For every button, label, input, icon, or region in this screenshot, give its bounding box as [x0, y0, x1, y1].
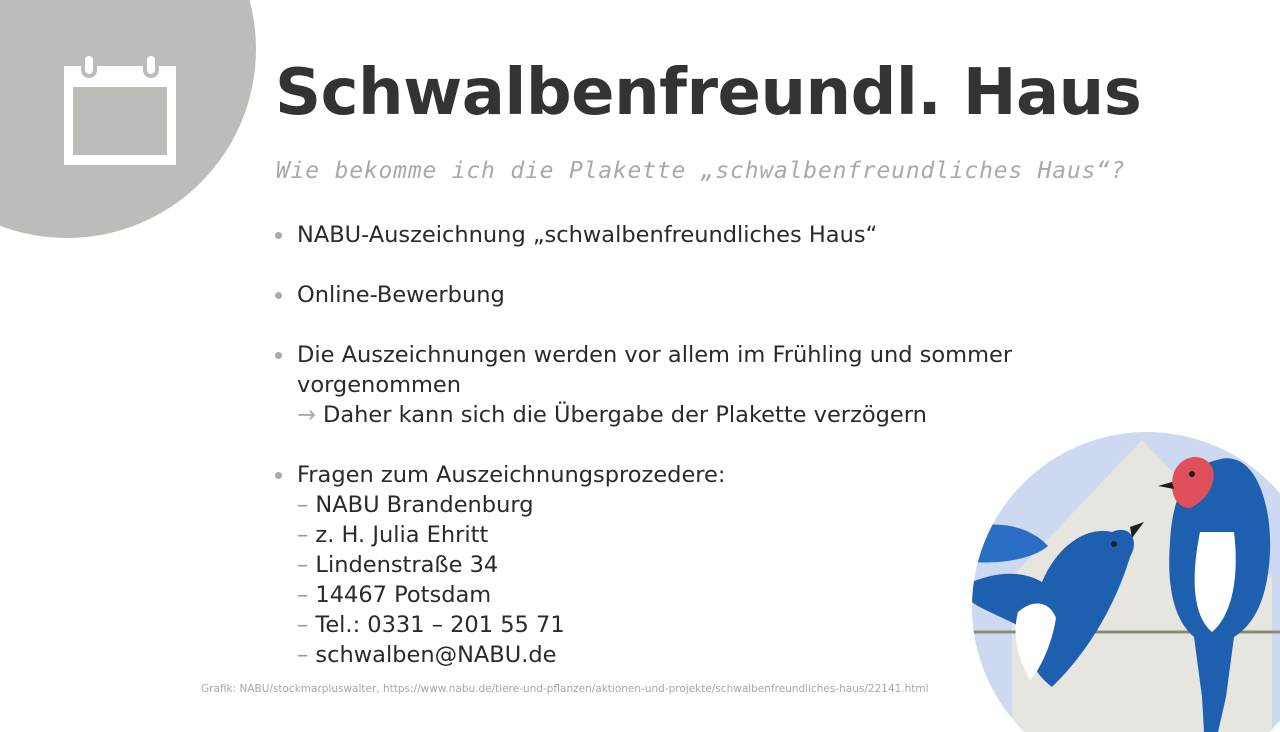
contact-street: Lindenstraße 34 [315, 552, 499, 578]
contact-email: schwalben@NABU.de [315, 642, 557, 668]
bullet-text: vorgenommen [297, 372, 462, 398]
bullet-list [275, 220, 1035, 670]
contact-line [297, 490, 1035, 520]
image-credit: Grafik: NABU/stockmarpluswalter, https://www.nabu.de/tiere-und-pflanzen/aktionen-und-projekte/schwalbenfreundliches-haus/22141.html [201, 683, 929, 695]
contact-person: z. H. Julia Ehritt [315, 522, 489, 548]
contact-phone: Tel.: 0331 – 201 55 71 [315, 612, 565, 638]
bullet-dot [275, 232, 282, 239]
swallows-illustration [972, 432, 1280, 732]
bullet-item [275, 460, 1035, 670]
contact-line [297, 580, 1035, 610]
contact-line [297, 640, 1035, 670]
bullet-text: Fragen zum Auszeichnungsprozedere: [297, 462, 726, 488]
arrow-text: Daher kann sich die Übergabe der Plakette verzögern [323, 402, 927, 428]
contact-line [297, 520, 1035, 550]
contact-city: 14467 Potsdam [315, 582, 492, 608]
right-arrow-icon: → [297, 402, 316, 428]
arrow-line [297, 400, 1035, 430]
bullet-item [275, 220, 1035, 250]
bullet-item [275, 280, 1035, 310]
dash-marker: – [297, 552, 309, 578]
bullet-text: NABU-Auszeichnung „schwalbenfreundliches Haus“ [297, 222, 878, 248]
contact-organization: NABU Brandenburg [315, 492, 534, 518]
dash-marker: – [297, 642, 309, 668]
page-title: Schwalbenfreundl. Haus [275, 56, 1142, 130]
dash-marker: – [297, 492, 309, 518]
bullet-dot [275, 472, 282, 479]
calendar-icon [62, 54, 178, 168]
dash-marker: – [297, 582, 309, 608]
bullet-text: Online-Bewerbung [297, 282, 505, 308]
dash-marker: – [297, 522, 309, 548]
page-subtitle: Wie bekomme ich die Plakette „schwalbenfreundliches Haus“? [276, 158, 1126, 184]
contact-line [297, 550, 1035, 580]
bullet-item [275, 340, 1035, 430]
bullet-text: Die Auszeichnungen werden vor allem im Frühling und sommer [297, 342, 1013, 368]
bullet-dot [275, 352, 282, 359]
bullet-dot [275, 292, 282, 299]
contact-line [297, 610, 1035, 640]
dash-marker: – [297, 612, 309, 638]
